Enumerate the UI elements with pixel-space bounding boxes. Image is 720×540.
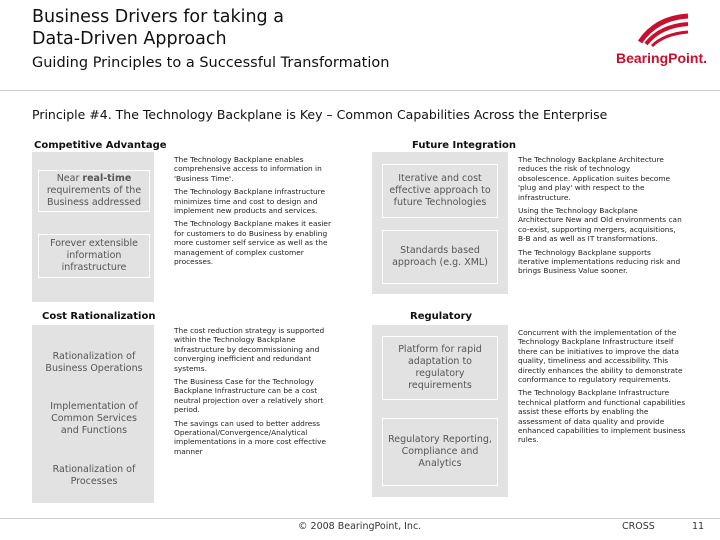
future-integration-label: Future Integration bbox=[412, 140, 516, 151]
future-box-iterative bbox=[382, 164, 498, 218]
regulatory-label: Regulatory bbox=[410, 311, 473, 322]
box-text: Platform for rapid adaptation to regulatory requirements bbox=[398, 344, 482, 391]
cost-box-operations bbox=[38, 338, 150, 388]
competitive-advantage-label: Competitive Advantage bbox=[34, 140, 167, 151]
header-divider bbox=[0, 90, 720, 91]
slide-title bbox=[32, 6, 532, 50]
box-text: Regulatory Reporting, Compliance and Analytics bbox=[388, 434, 492, 469]
title-line-2: Data-Driven Approach bbox=[32, 29, 227, 49]
competitive-box-realtime bbox=[38, 170, 150, 212]
cost-box-processes bbox=[38, 452, 150, 500]
footer-label: CROSS bbox=[622, 521, 655, 532]
note: The Technology Backplane enables comprehensive access to information in 'Business Time'. bbox=[174, 155, 322, 183]
box-text: Implementation of Common Services and Functions bbox=[50, 401, 138, 436]
note: The Technology Backplane supports iterative implementations reducing risk and brings Business Value sooner. bbox=[518, 247, 681, 276]
cost-box-common-services bbox=[38, 394, 150, 444]
future-notes bbox=[518, 155, 682, 280]
title-line-1: Business Drivers for taking a bbox=[32, 7, 284, 27]
note: The cost reduction strategy is supported within the Technology Backplane Infrastructure by decommissioning and converging inefficient and redundant systems. bbox=[174, 326, 325, 373]
competitive-notes bbox=[174, 155, 340, 270]
box-text: Rationalization of Business Operations bbox=[45, 351, 143, 374]
box-text-pre: Near bbox=[56, 173, 83, 184]
note: Using the Technology Backplane Architecture New and Old environments can co-exist, supporting mergers, acquisitions, B-B and as well as IT transformations. bbox=[518, 206, 682, 244]
box-text: Forever extensible information infrastructure bbox=[50, 238, 138, 273]
regulatory-notes bbox=[518, 328, 688, 449]
logo-text: BearingPoint. bbox=[616, 50, 708, 66]
note: The savings can used to better address Operational/Convergence/Analytical implementations in a more cost effective manner bbox=[174, 418, 327, 456]
page-number: 11 bbox=[692, 521, 705, 532]
logo-arc-icon bbox=[634, 12, 694, 48]
footer-copyright: © 2008 BearingPoint, Inc. bbox=[298, 521, 422, 532]
competitive-box-extensible bbox=[38, 234, 150, 278]
box-text: Standards based approach (e.g. XML) bbox=[392, 245, 488, 268]
note: Concurrent with the implementation of the Technology Backplane Infrastructure itself there can be initiatives to improve the data quality, timeliness and accessibility. This directly enhances the ability to demonstrate conformance to regulatory requirements. bbox=[518, 328, 683, 385]
box-text: Rationalization of Processes bbox=[52, 464, 136, 487]
principle-heading: Principle #4. The Technology Backplane is Key – Common Capabilities Across the Enterprise bbox=[32, 107, 608, 122]
slide-subtitle: Guiding Principles to a Successful Transformation bbox=[32, 55, 390, 71]
cost-notes bbox=[174, 326, 342, 460]
box-text: Iterative and cost effective approach to future Technologies bbox=[389, 173, 491, 208]
cost-rationalization-label: Cost Rationalization bbox=[42, 311, 156, 322]
bearingpoint-logo bbox=[612, 12, 716, 72]
note: The Technology Backplane infrastructure minimizes time and cost to design and implement new products and services. bbox=[174, 187, 326, 216]
future-box-standards bbox=[382, 230, 498, 284]
note: The Business Case for the Technology Backplane Infrastructure can be a cost neutral projection over a relatively short period. bbox=[174, 377, 324, 415]
note: The Technology Backplane Architecture reduces the risk of technology obsolescence. Application suites become 'plug and play' with respect to the infrastructure. bbox=[518, 155, 671, 202]
regulatory-box-reporting bbox=[382, 418, 498, 486]
box-text-post: requirements of the Business addressed bbox=[46, 185, 142, 208]
box-text-highlight: real-time bbox=[82, 173, 132, 184]
footer-divider bbox=[0, 518, 720, 519]
note: The Technology Backplane makes it easier for customers to do Business by enabling more customer self service as well as the management of complex customer processes. bbox=[174, 219, 331, 267]
regulatory-box-platform bbox=[382, 336, 498, 400]
note: The Technology Backplane Infrastructure technical platform and functional capabilities assist these efforts by enabling the assessment of data quality and provide enhanced capabilities to implement business rules. bbox=[518, 388, 686, 445]
